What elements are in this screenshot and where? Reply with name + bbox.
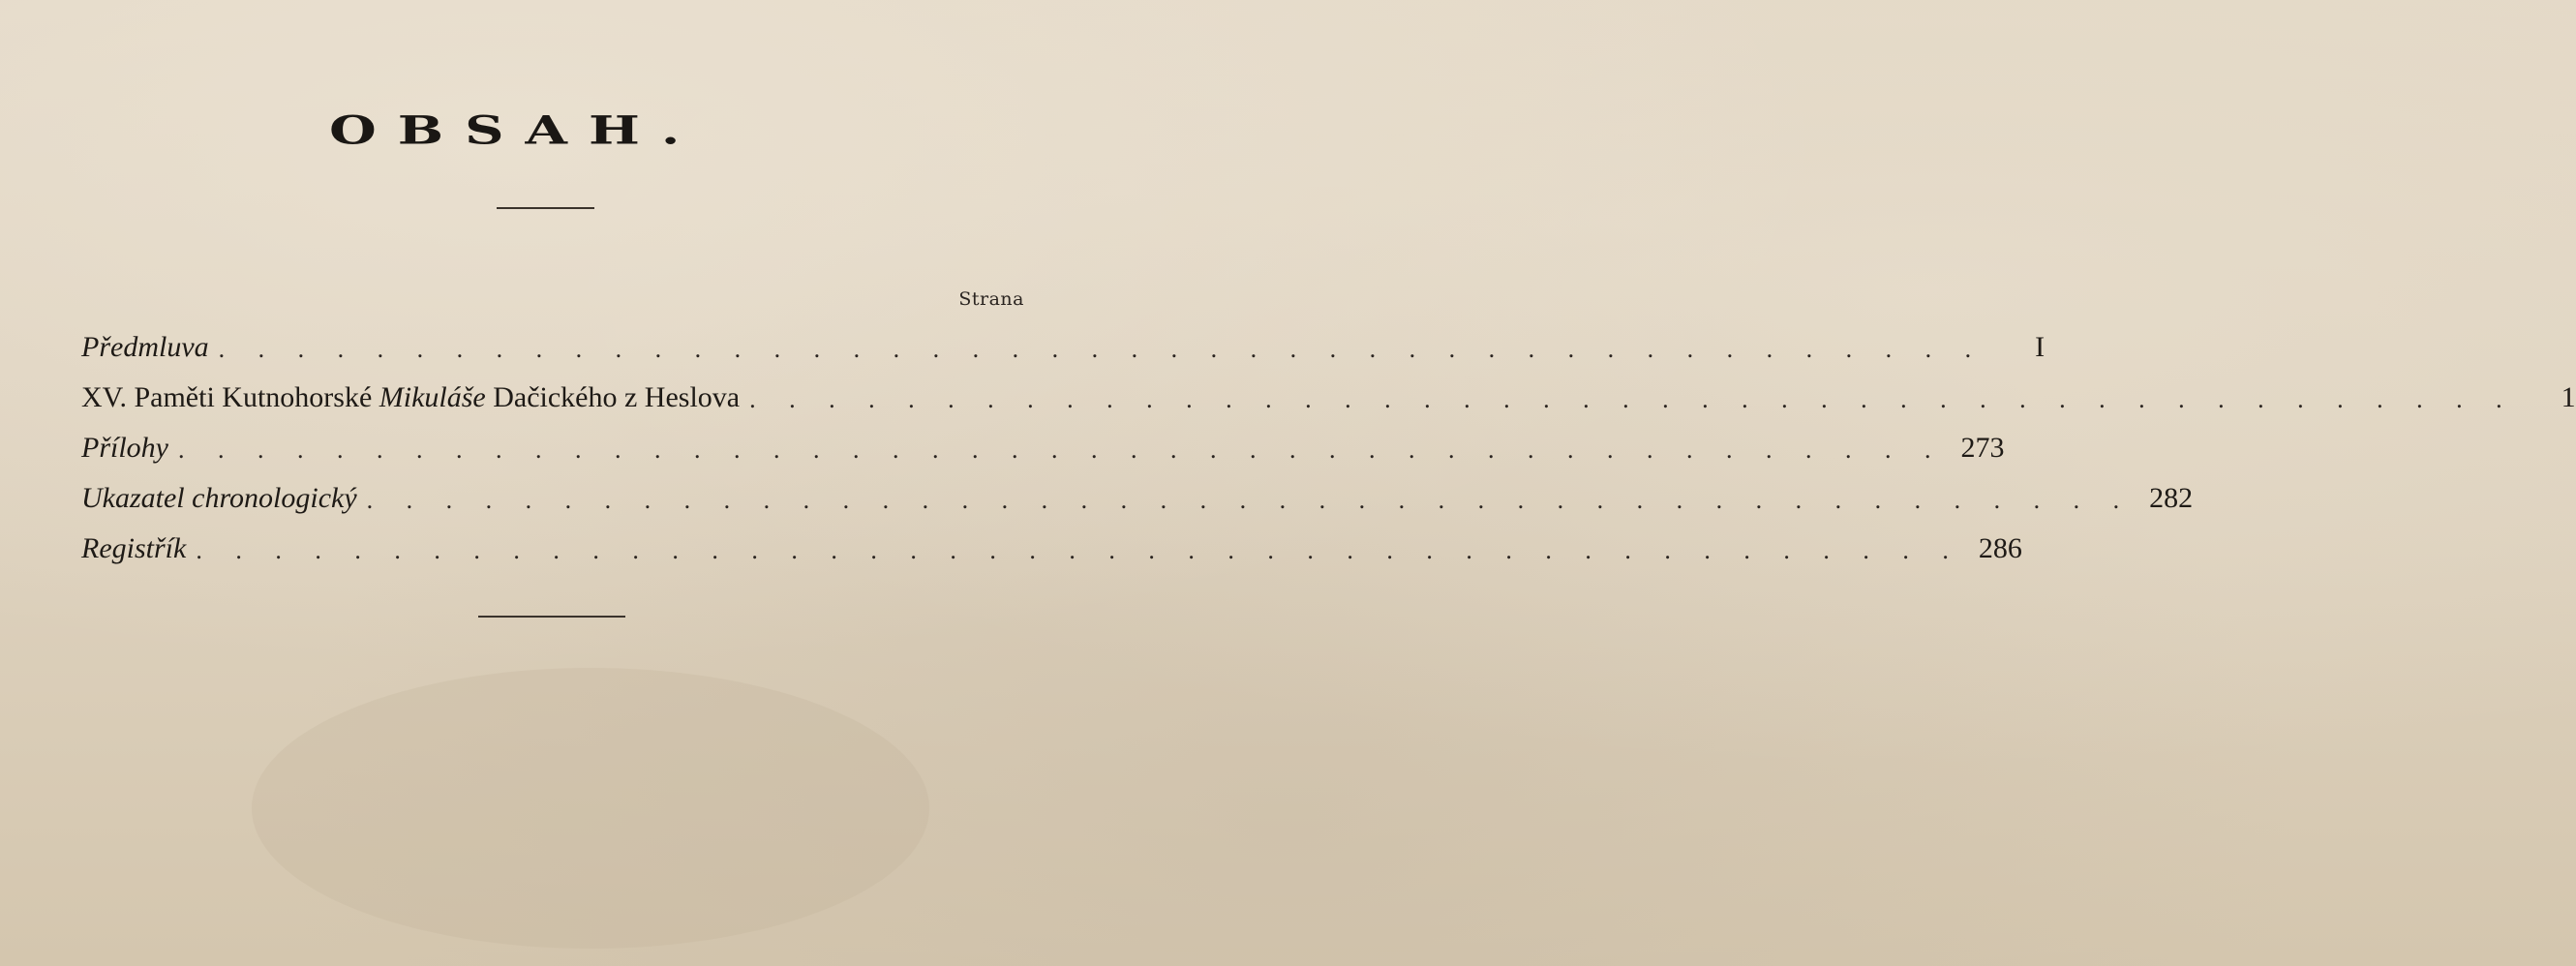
toc-leader-dots: . . . . . . . . . . . . . . . . . . . . . . . . . . . . . . . . . . . . . . . . . . . . . bbox=[366, 486, 2134, 514]
toc-entry-page: 282 bbox=[2149, 482, 2194, 514]
table-of-contents bbox=[81, 322, 2576, 574]
toc-entry-label-suffix: Dačického z Heslova bbox=[485, 381, 741, 413]
toc-leader-dots: . . . . . . . . . . . . . . . . . . . . . . . . . . . . . . . . . . . . . . . . . . . . . bbox=[749, 385, 2516, 413]
toc-entry-label bbox=[81, 381, 740, 414]
toc-entry-predmluva bbox=[81, 322, 2046, 373]
closing-divider bbox=[478, 616, 625, 618]
toc-entry-label: Předmluva bbox=[81, 331, 209, 363]
paper-stain bbox=[252, 668, 929, 949]
title-divider bbox=[497, 207, 594, 209]
toc-entry-page: I bbox=[2035, 331, 2046, 363]
page-column-header: Strana bbox=[958, 288, 1024, 310]
toc-entry-pameti bbox=[81, 373, 2576, 423]
toc-leader-dots: . . . . . . . . . . . . . . . . . . . . . . . . . . . . . . . . . . . . . . . . . . . . . bbox=[178, 436, 1945, 464]
toc-entry-registrik bbox=[81, 524, 2022, 574]
toc-entry-page: 286 bbox=[1978, 532, 2022, 564]
toc-entry-page: 273 bbox=[1960, 432, 2005, 464]
toc-entry-label-prefix: XV. Paměti Kutnohorské bbox=[81, 381, 379, 413]
toc-entry-page: 1 bbox=[2561, 381, 2576, 413]
toc-entry-label: Registřík bbox=[81, 532, 187, 564]
toc-entry-label-italic: Mikuláše bbox=[379, 381, 486, 413]
toc-entry-prilohy bbox=[81, 423, 2005, 473]
toc-leader-dots: . . . . . . . . . . . . . . . . . . . . . . . . . . . . . . . . . . . . . . . . . . . . . bbox=[218, 335, 1985, 363]
toc-entry-ukazatel bbox=[81, 473, 2194, 524]
page-title: OBSAH. bbox=[329, 107, 702, 154]
toc-leader-dots: . . . . . . . . . . . . . . . . . . . . . . . . . . . . . . . . . . . . . . . . . . . . . bbox=[196, 536, 1962, 564]
toc-entry-label: Přílohy bbox=[81, 432, 168, 464]
toc-entry-label: Ukazatel chronologický bbox=[81, 482, 357, 514]
